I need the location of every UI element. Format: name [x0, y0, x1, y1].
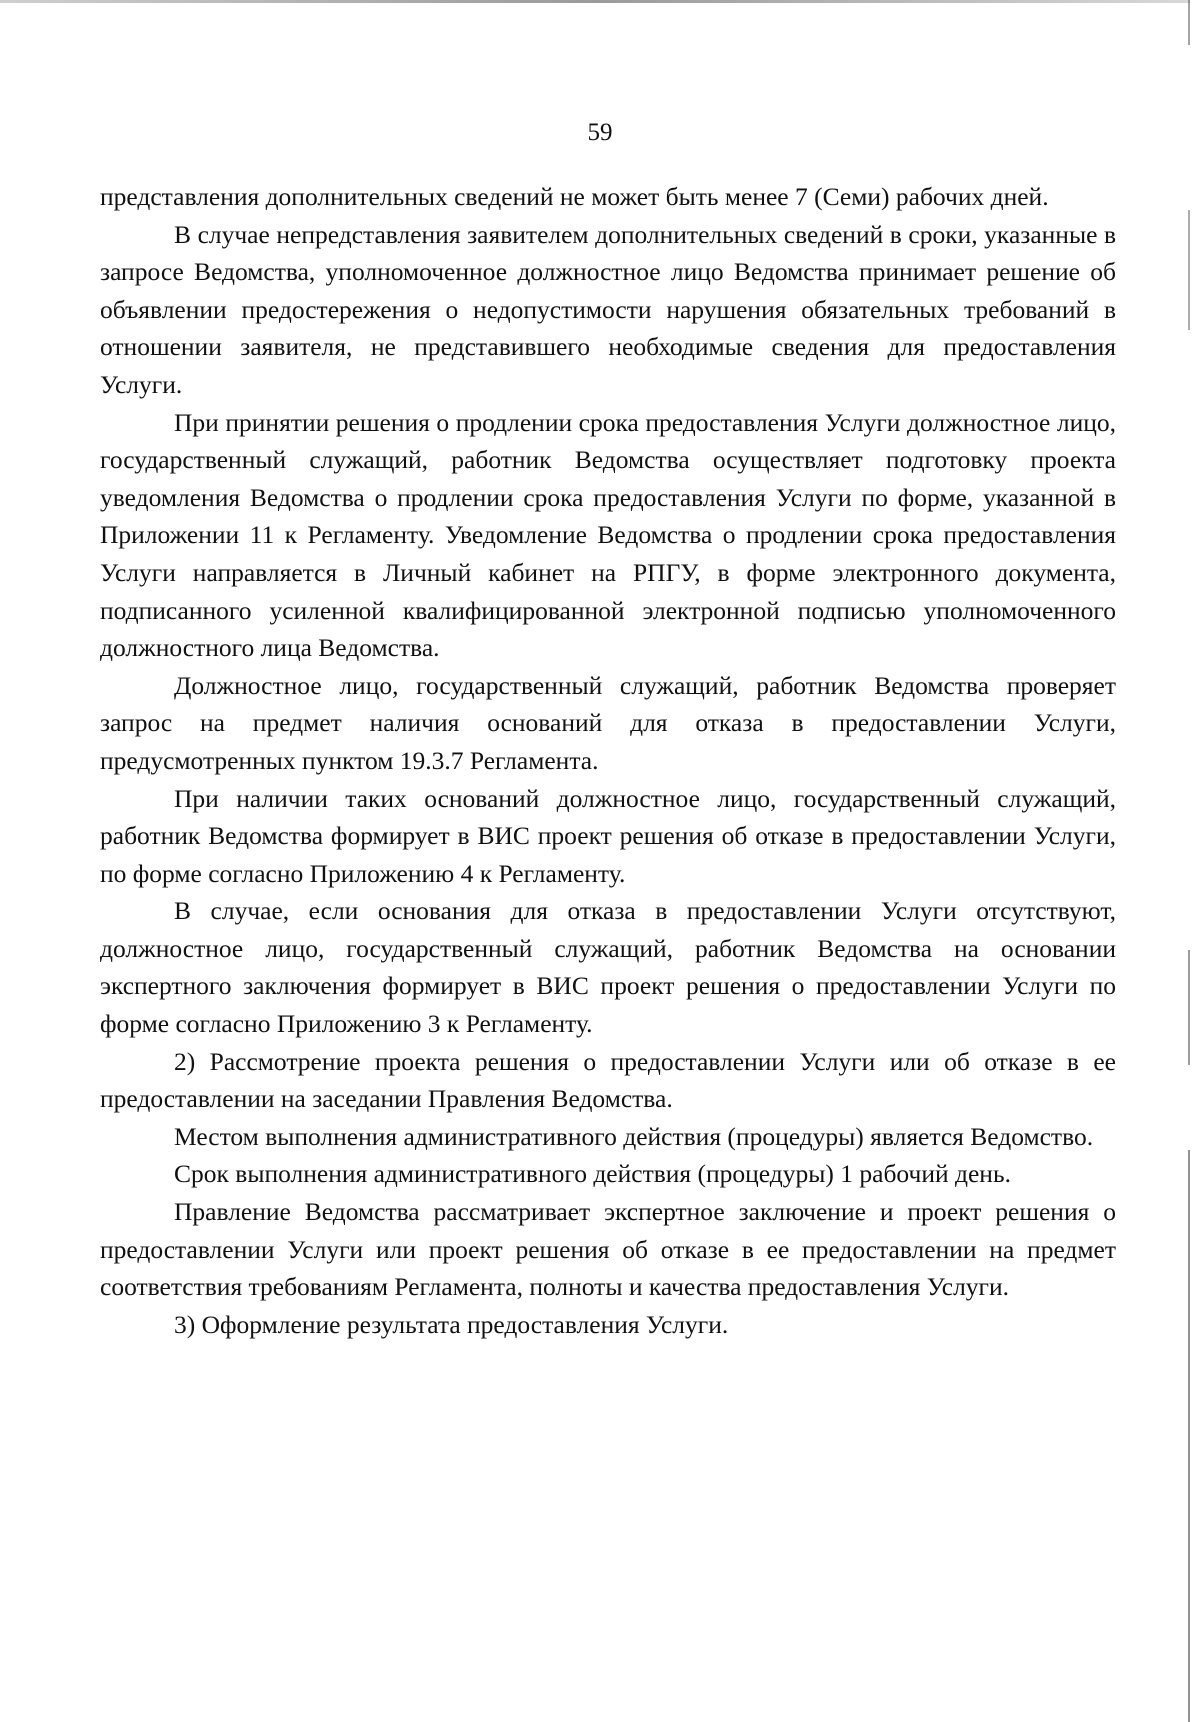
paragraph: При принятии решения о продлении срока предоставления Услуги должностное лицо, государственный служащий, работник Ведомства осуществляет подготовку проекта уведомления Ведомства о продлении срока предоставления Услуги по форме, указанной в Приложении 11 к Регламенту. Уведомление Ведомства о продлении срока предоставления Услуги направляется в Личный кабинет на РПГУ, в форме электронного документа, подписанного усиленной квалифицированной электронной подписью уполномоченного должностного лица Ведомства. — [100, 407, 1116, 663]
paragraph: Срок выполнения административного действия (процедуры) 1 рабочий день. — [174, 1159, 1011, 1189]
paragraph-continuation: представления дополнительных сведений не может быть менее 7 (Семи) рабочих дней. — [100, 182, 1049, 211]
scan-top-edge — [0, 0, 1190, 3]
scan-right-edge — [1188, 0, 1190, 1722]
paragraph: Местом выполнения административного действия (процедуры) является Ведомство. — [174, 1121, 1094, 1151]
paragraph: При наличии таких оснований должностное лицо, государственный служащий, работник Ведомства формирует в ВИС проект решения об отказе в предоставлении Услуги, по форме согласно Приложению 4 к Регламенту. — [100, 783, 1116, 888]
paragraph: Должностное лицо, государственный служащий, работник Ведомства проверяет запрос на предмет наличия оснований для отказа в предоставлении Услуги, предусмотренных пунктом 19.3.7 Регламента. — [100, 670, 1116, 775]
document-body — [100, 178, 1116, 1343]
paragraph: 2) Рассмотрение проекта решения о предоставлении Услуги или об отказе в ее предоставлении на заседании Правления Ведомства. — [100, 1046, 1116, 1114]
page-number: 59 — [587, 119, 613, 146]
paragraph: Правление Ведомства рассматривает экспертное заключение и проект решения о предоставлении Услуги или проект решения об отказе в ее предоставлении на предмет соответствия требованиям Регламента, полноты и качества предоставления Услуги. — [100, 1197, 1116, 1302]
paragraph: В случае непредставления заявителем дополнительных сведений в сроки, указанные в запросе Ведомства, уполномоченное должностное лицо Ведомства принимает решение об объявлении предостережения о недопустимости нарушения обязательных требований в отношении заявителя, не представившего необходимые сведения для предоставления Услуги. — [100, 219, 1116, 399]
paragraph: В случае, если основания для отказа в предоставлении Услуги отсутствуют, должностное лицо, государственный служащий, работник Ведомства на основании экспертного заключения формирует в ВИС проект решения о предоставлении Услуги по форме согласно Приложению 3 к Регламенту. — [100, 896, 1116, 1039]
paragraph: 3) Оформление результата предоставления Услуги. — [174, 1309, 729, 1339]
